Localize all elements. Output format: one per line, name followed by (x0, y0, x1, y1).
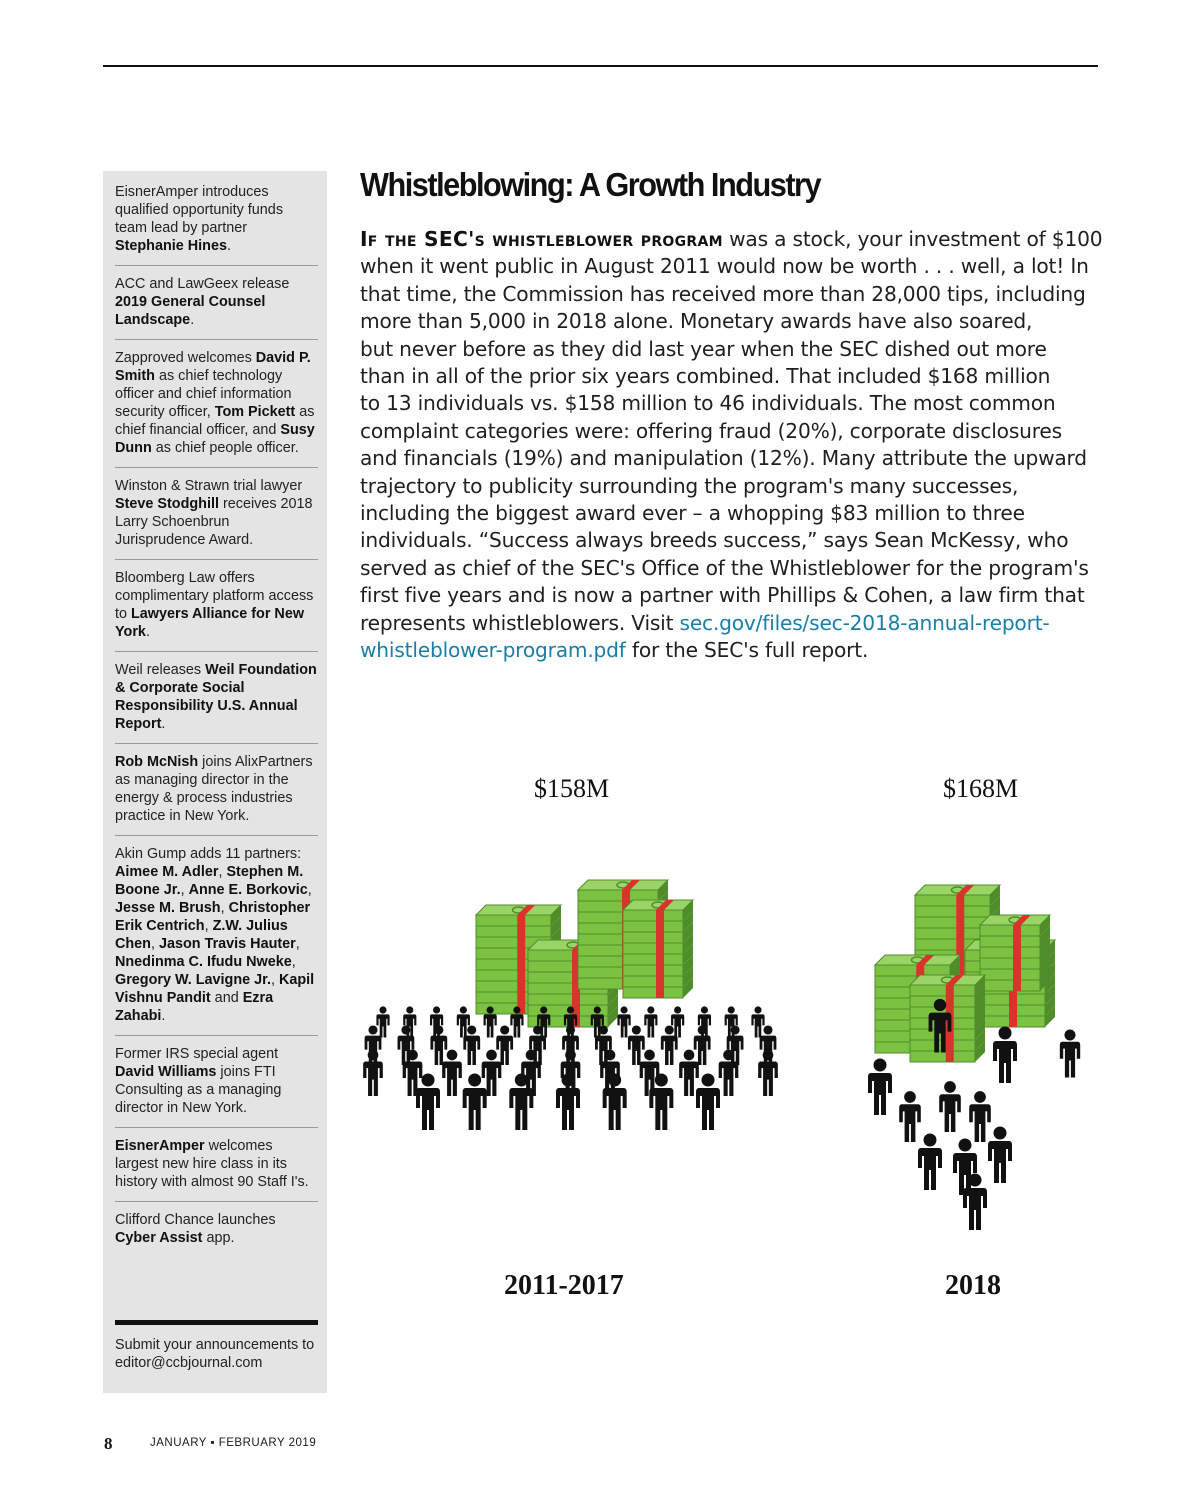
sidebar-announcement: Bloomberg Law offers complimentary platform access to Lawyers Alliance for New York. (115, 569, 318, 652)
body-line: served as chief of the SEC's Office of the Whistleblower for the program's (360, 555, 1089, 580)
person-icon (694, 1025, 711, 1065)
body-line: but never before as they did last year when the SEC dished out more (360, 336, 1047, 361)
body-line: trajectory to publicity surrounding the program's many successes, (360, 473, 1019, 498)
sidebar-announcement: Former IRS special agent David Williams joins FTI Consulting as a managing director in New York. (115, 1045, 318, 1128)
person-icon (457, 1006, 470, 1037)
body-line: more than 5,000 in 2018 alone. Monetary awards have also soared, (360, 309, 1033, 334)
body-line: whistleblower-program.pdf for the SEC's full report. (360, 638, 869, 663)
person-icon (1060, 1029, 1080, 1077)
article-title: Whistleblowing: A Growth Industry (360, 166, 821, 203)
body-line: to 13 individuals vs. $158 million to 46 individuals. The most common (360, 391, 1056, 416)
sidebar-announcement: Akin Gump adds 11 partners: Aimee M. Adler, Stephen M. Boone Jr., Anne E. Borkovic, Jesse M. Brush, Christopher Erik Centrich, Z.W. Julius Chen, Jason Travis Hauter, Nnedinma C. Ifudu Nweke, Gregory W. Lavigne Jr., Kapil Vishnu Pandit and Ezra Zahabi. (115, 845, 318, 1036)
person-icon (696, 1074, 720, 1131)
person-icon (376, 1006, 389, 1037)
person-icon (442, 1050, 462, 1096)
body-line: when it went public in August 2011 would now be worth . . . well, a lot! In (360, 254, 1089, 279)
sidebar-list (115, 183, 318, 1247)
body-line: individuals. “Success always breeds success,” says Sean McKessy, who (360, 528, 1069, 553)
sidebar-divider (115, 1320, 318, 1325)
sidebar-announcement: Rob McNish joins AlixPartners as managing director in the energy & process industries practice in New York. (115, 753, 318, 836)
right-period: 2018 (945, 1270, 1001, 1301)
person-icon (969, 1091, 991, 1142)
body-line: represents whistleblowers. Visit sec.gov/files/sec-2018-annual-report- (360, 610, 1050, 635)
report-link-cont[interactable]: whistleblower-program.pdf (360, 638, 626, 663)
person-icon (679, 1050, 699, 1096)
body-line: than in all of the prior six years combined. That included $168 million (360, 364, 1051, 389)
person-icon (416, 1074, 440, 1131)
sidebar-announcement: Clifford Chance launches Cyber Assist app. (115, 1212, 276, 1246)
submit-announcements: Submit your announcements to editor@ccbjournal.com (115, 1337, 315, 1371)
body-line-1: If the SEC's whistleblower program was a stock, your investment of $100 (360, 227, 1103, 251)
right-amount: $168M (943, 774, 1019, 803)
body-line: first five years and is now a partner with Phillips & Cohen, a law firm that (360, 583, 1085, 608)
report-link[interactable]: sec.gov/files/sec-2018-annual-report- (679, 610, 1050, 635)
person-icon (988, 1127, 1012, 1184)
sidebar-announcement: EisnerAmper welcomes largest new hire class in its history with almost 90 Staff I's. (115, 1137, 318, 1202)
left-period: 2011-2017 (504, 1270, 624, 1301)
body-line: including the biggest award ever – a whopping $83 million to three (360, 501, 1025, 526)
person-icon (939, 1081, 961, 1132)
person-icon (463, 1074, 487, 1131)
person-icon (363, 1050, 383, 1096)
page-number: 8 (104, 1434, 113, 1453)
money-stack (623, 900, 693, 998)
person-icon (899, 1091, 921, 1142)
person-icon (751, 1006, 764, 1037)
person-icon (671, 1006, 684, 1037)
person-icon (617, 1006, 630, 1037)
person-icon (993, 1027, 1017, 1084)
person-icon (953, 1139, 977, 1196)
lead-in: If the SEC's whistleblower program (360, 227, 723, 251)
person-icon (556, 1074, 580, 1131)
top-rule (103, 65, 1098, 67)
body-line: and financials (19%) and manipulation (12%). Many attribute the upward (360, 446, 1087, 471)
money-and-crowd-2011-2017 (358, 860, 788, 1180)
person-icon (644, 1006, 657, 1037)
sidebar-announcement: ACC and LawGeex release 2019 General Counsel Landscape. (115, 275, 318, 340)
issue-date: JANUARY ▪ FEBRUARY 2019 (150, 1437, 317, 1449)
person-icon (868, 1059, 892, 1116)
money-stack (980, 915, 1050, 991)
left-amount: $158M (534, 774, 610, 803)
person-icon (918, 1134, 942, 1191)
person-icon (496, 1025, 513, 1065)
sidebar-announcement: Zapproved welcomes David P. Smith as chief technology officer and chief information security officer, Tom Pickett as chief financial officer, and Susy Dunn as chief people officer. (115, 349, 318, 468)
article-body (360, 226, 1103, 665)
person-icon (430, 1025, 447, 1065)
sidebar-announcement: Winston & Strawn trial lawyer Steve Stodghill receives 2018 Larry Schoenbrun Jurisprudence Award. (115, 477, 318, 560)
body-line: complaint categories were: offering fraud (20%), corporate disclosures (360, 418, 1062, 443)
sidebar-announcement: Weil releases Weil Foundation & Corporate Social Responsibility U.S. Annual Report. (115, 661, 318, 744)
person-icon (628, 1025, 645, 1065)
person-icon (719, 1050, 739, 1096)
sidebar-announcement: EisnerAmper introduces qualified opportunity funds team lead by partner Stephanie Hines. (115, 183, 318, 266)
body-line: that time, the Commission has received more than 28,000 tips, including (360, 281, 1086, 306)
money-and-crowd-2018 (850, 835, 1100, 1235)
news-sidebar (103, 171, 327, 1393)
person-icon (758, 1050, 778, 1096)
